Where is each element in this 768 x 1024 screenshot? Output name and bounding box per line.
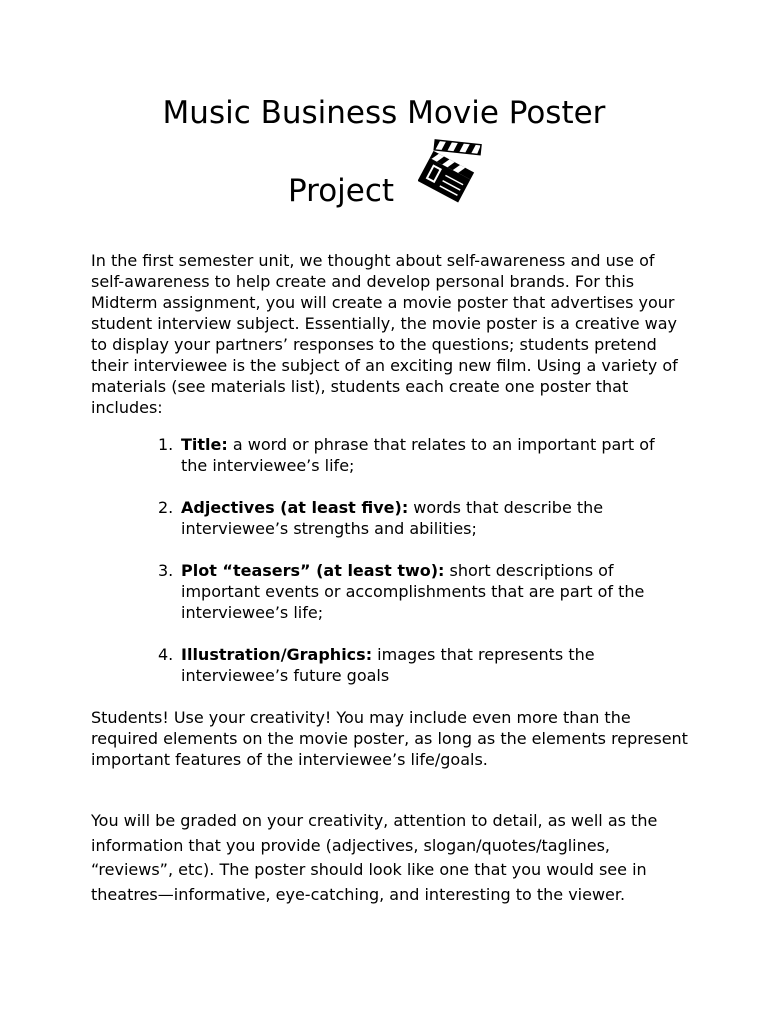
list-item-term: Adjectives (at least five): bbox=[181, 498, 409, 517]
creativity-paragraph: Students! Use your creativity! You may include even more than the required elements on the movie poster, as long as the elements represent important features of the interviewee’s life/goals. bbox=[91, 708, 688, 769]
list-item-number: 2. bbox=[158, 498, 174, 517]
list-item bbox=[158, 497, 678, 539]
list-item-description: a word or phrase that relates to an important part of the interviewee’s life; bbox=[181, 435, 655, 475]
list-item-term: Plot “teasers” (at least two): bbox=[181, 561, 445, 580]
list-item bbox=[158, 644, 678, 686]
list-item-number: 1. bbox=[158, 435, 174, 454]
list-item-description: short descriptions of important events or accomplishments that are part of the interviewee’s life; bbox=[181, 561, 645, 622]
clapperboard-icon bbox=[418, 135, 482, 203]
grading-paragraph: You will be graded on your creativity, attention to detail, as well as the information that you provide (adjectives, slogan/quotes/taglines, “reviews”, etc). The poster should look like one that you would see in theatres—informative, eye-catching, and interesting to the viewer. bbox=[91, 811, 658, 904]
list-item-number: 3. bbox=[158, 561, 174, 580]
list-item-term: Illustration/Graphics: bbox=[181, 645, 373, 664]
requirements-list bbox=[158, 434, 678, 707]
list-item-description: images that represents the interviewee’s future goals bbox=[181, 645, 595, 685]
list-item-number: 4. bbox=[158, 645, 174, 664]
list-item bbox=[158, 560, 678, 623]
intro-paragraph: In the first semester unit, we thought about self-awareness and use of self-awareness to help create and develop personal brands. For this Midterm assignment, you will create a movie poster that advertises your student interview subject. Essentially, the movie poster is a creative way to display your partners’ responses to the questions; students pretend their interviewee is the subject of an exciting new film. Using a variety of materials (see materials list), students each create one poster that includes: bbox=[91, 251, 678, 417]
list-item-description: words that describe the interviewee’s strengths and abilities; bbox=[181, 498, 604, 538]
page-title-continued: Project bbox=[288, 173, 395, 209]
list-item-term: Title: bbox=[181, 435, 228, 454]
list-item bbox=[158, 434, 678, 476]
page-title: Music Business Movie Poster bbox=[162, 95, 606, 131]
